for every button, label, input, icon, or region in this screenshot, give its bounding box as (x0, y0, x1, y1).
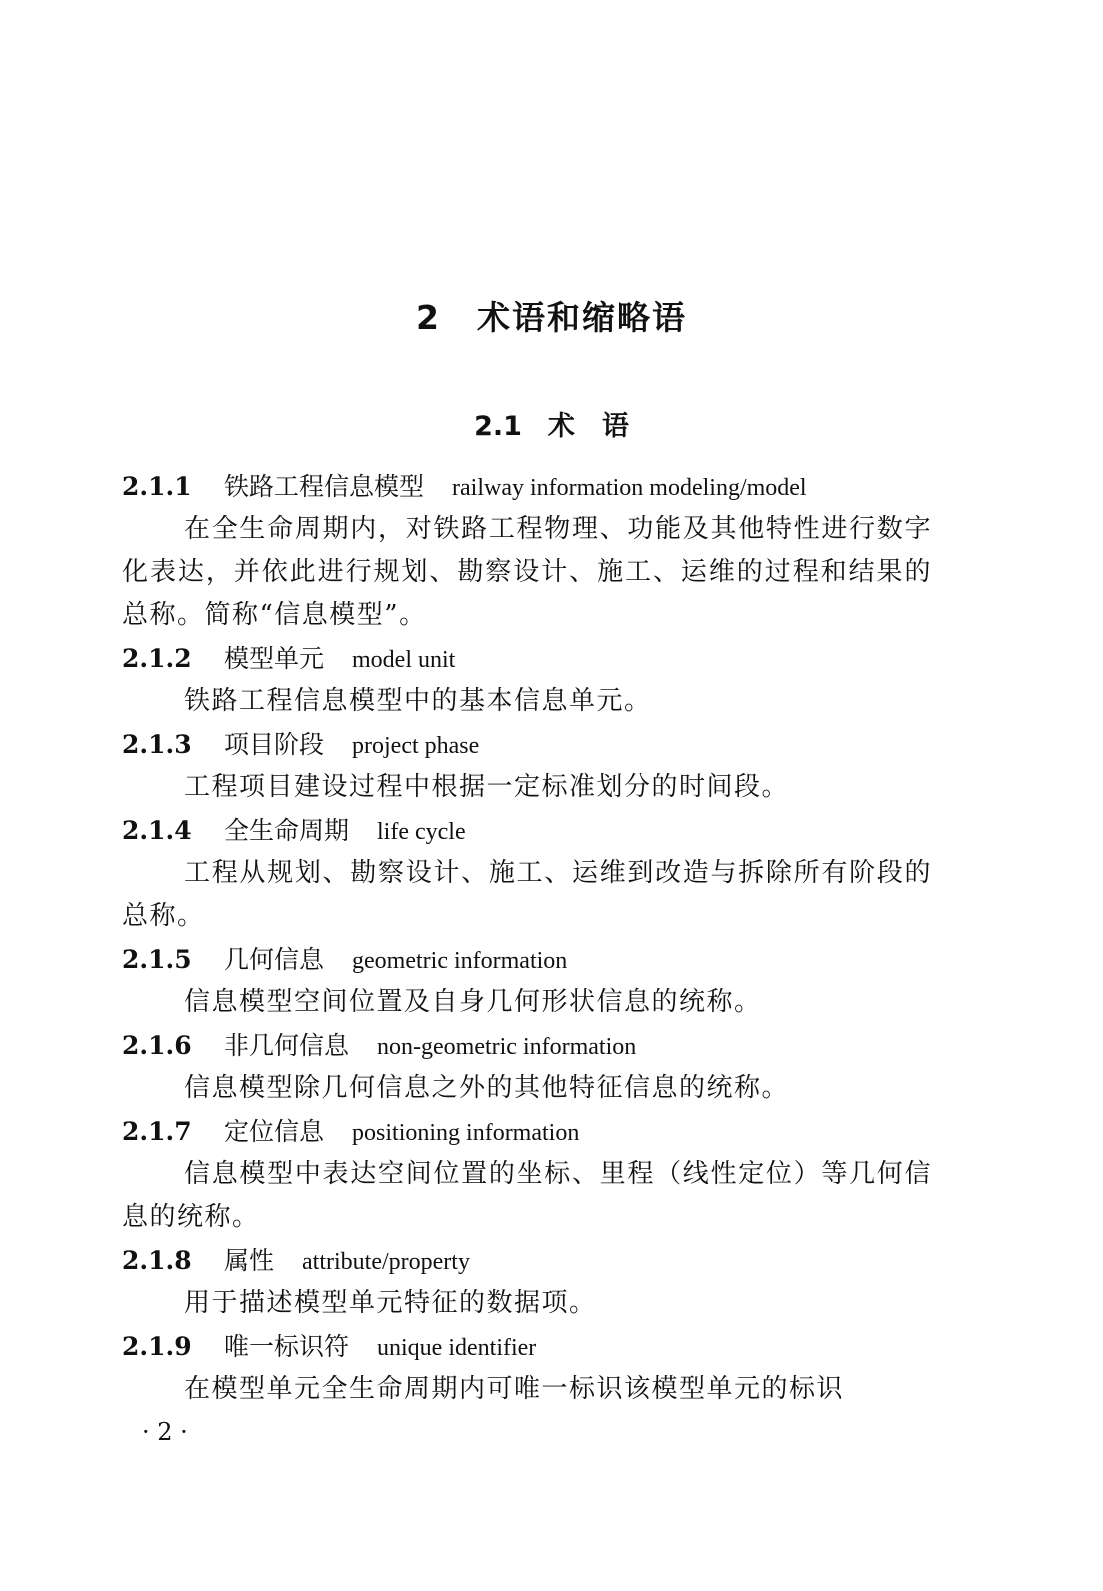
term-number: 2.1.1 (122, 472, 192, 501)
term-english: attribute/property (302, 1249, 470, 1275)
terms-list (122, 465, 932, 1411)
term-entry (122, 1239, 932, 1325)
term-entry (122, 938, 932, 1024)
term-heading (122, 465, 932, 508)
term-chinese: 几何信息 (224, 945, 325, 974)
chapter-number: 2 (416, 298, 441, 337)
term-definition: 工程从规划、勘察设计、施工、运维到改造与拆除所有阶段的总称。 (122, 858, 932, 931)
term-chinese: 属性 (224, 1246, 275, 1275)
term-definition: 用于描述模型单元特征的数据项。 (184, 1288, 597, 1318)
term-english: project phase (352, 733, 480, 759)
page-number: · 2 · (142, 1418, 188, 1446)
term-heading (122, 1024, 932, 1067)
chapter-title-text: 术语和缩略语 (476, 298, 687, 337)
section-title (0, 404, 1103, 443)
term-english: positioning information (352, 1120, 580, 1146)
term-entry (122, 809, 932, 938)
term-entry (122, 1024, 932, 1110)
term-number: 2.1.2 (122, 644, 192, 673)
term-english: unique identifier (377, 1335, 537, 1361)
term-entry (122, 1325, 932, 1411)
term-number: 2.1.4 (122, 816, 192, 845)
term-entry (122, 465, 932, 637)
term-english: life cycle (377, 819, 466, 845)
term-chinese: 定位信息 (224, 1117, 325, 1146)
term-english: model unit (352, 647, 456, 673)
term-entry (122, 1110, 932, 1239)
term-chinese: 非几何信息 (224, 1031, 350, 1060)
term-number: 2.1.5 (122, 945, 192, 974)
term-definition: 信息模型除几何信息之外的其他特征信息的统称。 (184, 1073, 790, 1103)
term-chinese: 模型单元 (224, 644, 325, 673)
term-english: geometric information (352, 948, 568, 974)
chapter-title (0, 292, 1103, 339)
term-number: 2.1.6 (122, 1031, 192, 1060)
term-heading (122, 938, 932, 981)
term-chinese: 唯一标识符 (224, 1332, 350, 1361)
term-english: non-geometric information (377, 1034, 637, 1060)
term-heading (122, 637, 932, 680)
term-definition: 在模型单元全生命周期内可唯一标识该模型单元的标识 (184, 1374, 845, 1404)
term-chinese: 项目阶段 (224, 730, 325, 759)
term-definition: 铁路工程信息模型中的基本信息单元。 (184, 686, 652, 716)
term-definition: 信息模型空间位置及自身几何形状信息的统称。 (184, 987, 762, 1017)
term-heading (122, 1325, 932, 1368)
term-heading (122, 723, 932, 766)
term-definition: 工程项目建设过程中根据一定标准划分的时间段。 (184, 772, 790, 802)
term-chinese: 铁路工程信息模型 (224, 472, 425, 501)
term-entry (122, 637, 932, 723)
term-chinese: 全生命周期 (224, 816, 350, 845)
term-number: 2.1.8 (122, 1246, 192, 1275)
term-heading (122, 809, 932, 852)
term-definition: 在全生命周期内，对铁路工程物理、功能及其他特性进行数字化表达，并依此进行规划、勘察设计、施工、运维的过程和结果的总称。简称“信息模型”。 (122, 514, 932, 630)
term-number: 2.1.3 (122, 730, 192, 759)
section-number: 2.1 (474, 411, 522, 442)
term-number: 2.1.7 (122, 1117, 192, 1146)
term-heading (122, 1239, 932, 1282)
section-title-text: 术 语 (547, 411, 629, 442)
term-definition: 信息模型中表达空间位置的坐标、里程（线性定位）等几何信息的统称。 (122, 1159, 932, 1232)
term-entry (122, 723, 932, 809)
term-number: 2.1.9 (122, 1332, 192, 1361)
term-heading (122, 1110, 932, 1153)
term-english: railway information modeling/model (452, 475, 807, 501)
